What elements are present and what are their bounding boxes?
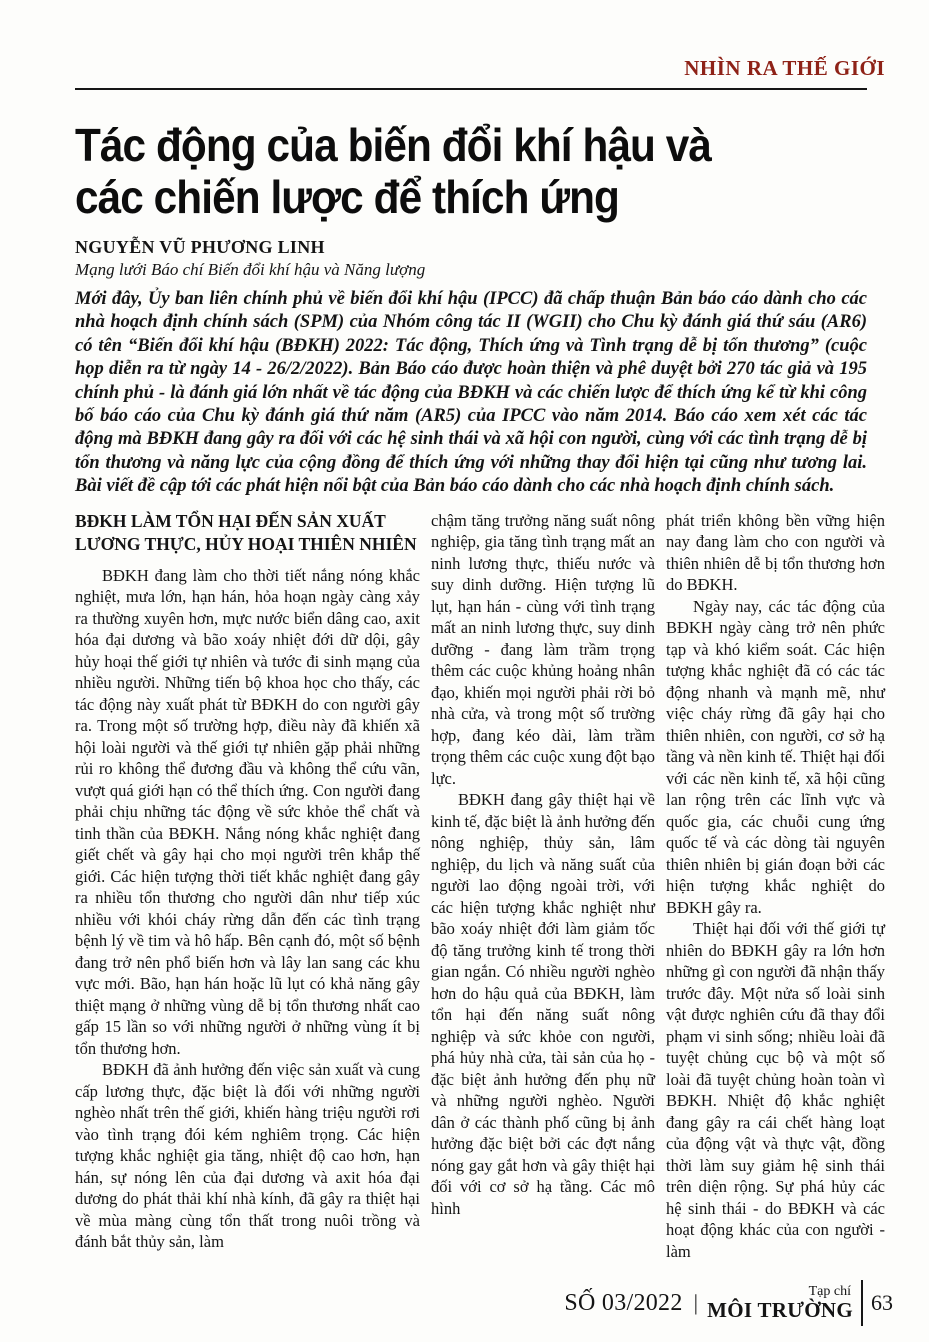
article-title — [75, 120, 820, 223]
issue-number: SỐ 03/2022 — [564, 1289, 683, 1316]
lead-paragraph: Mới đây, Ủy ban liên chính phủ về biến đổi khí hậu (IPCC) đã chấp thuận Bản báo cáo dành cho các nhà hoạch định chính sách (SPM) của Nhóm công tác II (WGII) cho Chu kỳ đánh giá thứ sáu (AR6) có tên “Biến đổi khí hậu (BĐKH) 2022: Tác động, Thích ứng và Tình trạng dễ bị tổn thương” (cuộc họp diễn ra từ ngày 14 - 26/2/2022). Bản Báo cáo được hoàn thiện và phê duyệt bởi 270 tác giả và 195 chính phủ - là đánh giá lớn nhất về tác động của BĐKH và các chiến lược để thích ứng kể từ khi công bố báo cáo của Chu kỳ đánh giá thứ năm (AR5) của IPCC vào năm 2014. Báo cáo xem xét các tác động mà BĐKH đang gây ra đối với các hệ sinh thái và xã hội con người, cùng với các tình trạng dễ bị tổn thương và năng lực của cộng đồng để thích ứng với những thay đổi hiện tại cũng như tương lai. Bài viết đề cập tới các phát hiện nổi bật của Bản báo cáo dành cho các nhà hoạch định chính sách. — [75, 289, 867, 497]
page-footer — [564, 1280, 893, 1326]
article-title-line1: Tác động của biến đổi khí hậu và — [75, 119, 712, 171]
column-2 — [431, 510, 655, 1263]
page-number: 63 — [871, 1290, 893, 1315]
section-heading: BĐKH LÀM TỔN HẠI ĐẾN SẢN XUẤT LƯƠNG THỰC, HỦY HOẠI THIÊN NHIÊN — [75, 510, 417, 554]
magazine-label: Tạp chí — [808, 1283, 851, 1299]
footer-separator: | — [693, 1290, 699, 1315]
author-name: NGUYỄN VŨ PHƯƠNG LINH — [75, 237, 325, 258]
section-label: NHÌN RA THẾ GIỚI — [684, 56, 885, 80]
column-3 — [666, 510, 885, 1263]
body-paragraph: BĐKH đang làm cho thời tiết nắng nóng khắc nghiệt, mưa lớn, hạn hán, hỏa hoạn ngày càng xảy ra thường xuyên hơn, mực nước biển dâng cao, axit hóa đại dương và bão xoáy nhiệt đới dữ dội, gây hủy hoại thế giới tự nhiên và tước đi sinh mạng của nhiều người. Những tiến bộ khoa học cho thấy, các tác động này xuất phát từ BĐKH do con người gây ra. Trong một số trường hợp, điều này đã khiến xã hội loài người và thế giới tự nhiên gặp phải những rủi ro không thể đương đầu và không thể cứu vãn, vượt quá giới hạn có thể thích ứng. Con người đang phải chịu những tác động về sức khỏe thể chất và tinh thần của BĐKH. Nắng nóng khắc nghiệt đang giết chết và gây hại cho mọi người trên khắp thế giới. Các hiện tượng thời tiết khắc nghiệt đang gây ra nhiều tổn thương cho người dân như tiếp xúc nhiều với khói cháy rừng dẫn đến các tình trạng bệnh lý về tim và hô hấp. Bên cạnh đó, một số bệnh đang trở nên phổ biến hơn và lây lan sang các khu vực mới. Bão, hạn hán hoặc lũ lụt có khả năng gây thiệt mạng ở những vùng dễ bị tổn thương nhất cao gấp 15 lần so với những người ở những vùng ít bị tổn thương hơn. — [75, 565, 420, 1058]
author-affiliation: Mạng lưới Báo chí Biến đổi khí hậu và Năng lượng — [75, 260, 426, 280]
magazine-logo — [707, 1285, 861, 1322]
header-divider-rule — [75, 88, 867, 90]
body-paragraph: chậm tăng trưởng năng suất nông nghiệp, gia tăng tình trạng mất an ninh lương thực, thiếu nước và suy dinh dưỡng. Hiện tượng lũ lụt, hạn hán - cùng với tình trạng mất an ninh lương thực, suy dinh dưỡng - đang làm trầm trọng thêm các cuộc khủng hoảng nhân đạo, khiến mọi người phải rời bỏ nhà cửa, và trong một số trường hợp, đang kéo dài, làm trầm trọng thêm các cuộc xung đột bạo lực. — [431, 510, 655, 788]
body-paragraph: Thiệt hại đối với thế giới tự nhiên do BĐKH gây ra lớn hơn những gì con người đã nhận thấy trước đây. Một nửa số loài sinh vật được nghiên cứu đã thay đổi phạm vi sinh sống; nhiều loài đã tuyệt chủng cục bộ và một số loài đã tuyệt chủng hoàn toàn vì BĐKH. Nhiệt độ khắc nghiệt đang gây ra cái chết hàng loạt của động vật và thực vật, đồng thời làm suy giảm hệ sinh thái trên diện rộng. Sự phá hủy các hệ sinh thái - do BĐKH và các hoạt động khác của con người - làm — [666, 919, 885, 1261]
body-paragraph: BĐKH đang gây thiệt hại về kinh tế, đặc biệt là ảnh hưởng đến nông nghiệp, thủy sản, lâm nghiệp, du lịch và năng suất của người lao động ngoài trời, với các hiện tượng khắc nghiệt như bão xoáy nhiệt đới làm giảm tốc độ tăng trưởng kinh tế trong thời gian ngắn. Có nhiều người nghèo hơn do hậu quả của BĐKH, làm tổn hại đến năng suất nông nghiệp và sức khỏe con người, phá hủy nhà cửa, tài sản của họ - đặc biệt ảnh hưởng đến phụ nữ và những người nghèo. Người dân ở các thành phố cũng bị ảnh hưởng đặc biệt bởi các đợt nắng nóng gay gắt hơn và gây thiệt hại đối với cơ sở hạ tầng. Các mô hình — [431, 790, 655, 1218]
footer-divider-rule — [861, 1280, 863, 1326]
article-columns — [75, 510, 885, 1263]
body-paragraph: BĐKH đã ảnh hưởng đến việc sản xuất và cung cấp lương thực, đặc biệt là đối với những người nghèo nhất trên thế giới, khiến hàng triệu người rơi vào tình trạng đói kém nghiêm trọng. Các hiện tượng khắc nghiệt gia tăng, nhiệt độ cao hơn, hạn hán, sự nóng lên của đại dương và axit hóa đại dương do phát thải khí nhà kính, đã gây ra thiệt hại về mùa màng cùng tổn thất trong nuôi trồng và đánh bắt thủy sản, làm — [75, 1060, 420, 1252]
body-paragraph: Ngày nay, các tác động của BĐKH ngày càng trở nên phức tạp và khó kiểm soát. Các hiện tượng khắc nghiệt đã có các tác động nhanh và mạnh mẽ, như việc cháy rừng đã gây hại cho thiên nhiên, con người, cơ sở hạ tầng và nền kinh tế. Thiệt hại đối với các nền kinh tế, xã hội cũng lan rộng trên các lĩnh vực và quốc gia, các chuỗi cung ứng quốc tế và các dòng tài nguyên thiên nhiên bị gián đoạn bởi các hiện tượng khắc nghiệt do BĐKH gây ra. — [666, 596, 885, 917]
magazine-name: MÔI TRƯỜNG — [707, 1298, 853, 1323]
article-title-line2: các chiến lược để thích ứng — [75, 170, 619, 223]
body-paragraph: phát triển không bền vững hiện nay đang làm cho con người và thiên nhiên dễ bị tổn thương hơn do BĐKH. — [666, 510, 885, 595]
column-1 — [75, 510, 420, 1263]
